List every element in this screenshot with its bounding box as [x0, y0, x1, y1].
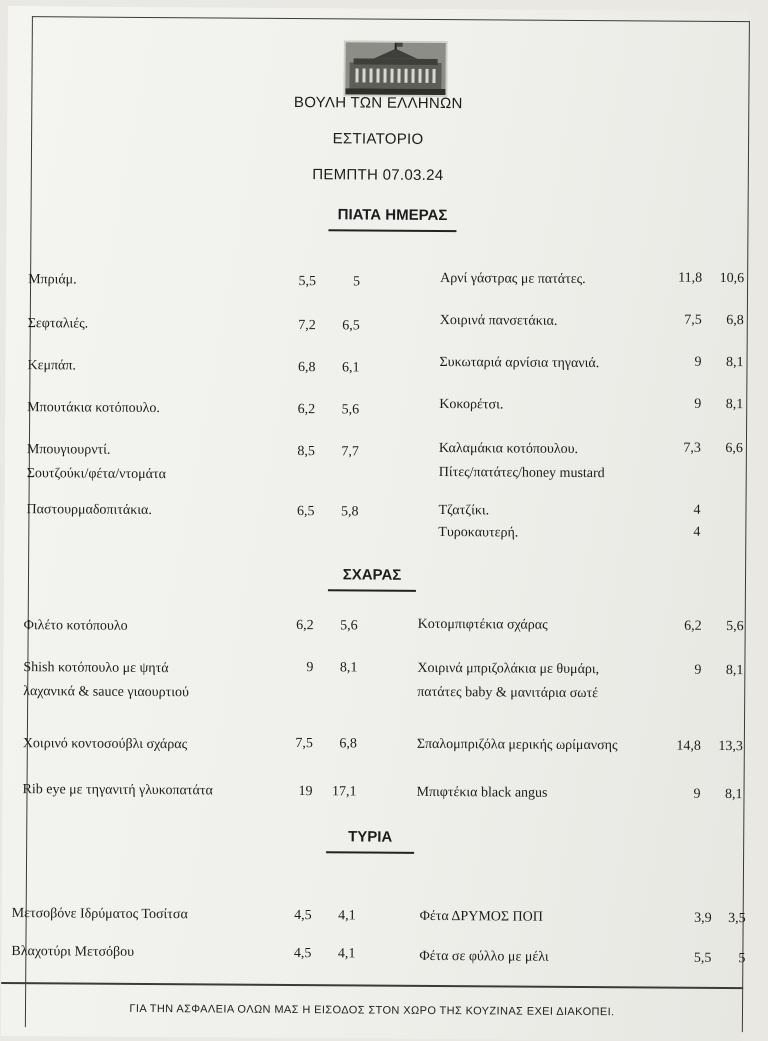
menu-item: Σεφταλιές. — [27, 316, 89, 332]
price-2: 10,6 — [719, 270, 745, 287]
venue-name: ΕΣΤΙΑΤΟΡΙΟ — [332, 130, 424, 148]
price-1: 8,5 — [297, 444, 315, 460]
item-name: Μπουγιουρντί. — [26, 442, 111, 458]
price-1: 7,5 — [295, 736, 313, 752]
price-2: 8,1 — [725, 397, 744, 413]
price-2: 8,1 — [725, 663, 744, 679]
footer-notice: ΓΙΑ ΤΗΝ ΑΣΦΑΛΕΙΑ ΟΛΩΝ ΜΑΣ Η ΕΙΣΟΔΟΣ ΣΤΟΝ ΧΩΡΟ ΤΗΣ ΚΟΥΖΙΝΑΣ ΕΧΕΙ ΔΙΑΚΟΠΕΙ. — [129, 1002, 615, 1019]
price-2: 6,1 — [341, 360, 360, 376]
price-2: 7,7 — [341, 444, 359, 460]
price-1: 5,5 — [693, 950, 712, 966]
menu-item: Συκωταριά αρνίσια τηγανιά. — [439, 355, 600, 372]
price-2: 5,8 — [340, 504, 359, 520]
price-1: 7,3 — [683, 440, 701, 456]
menu-item: Σπαλομπριζόλα μερικής ωρίμανσης — [416, 736, 618, 754]
parliament-building-icon — [343, 40, 447, 97]
price-2: 6,8 — [339, 736, 357, 752]
price-2: 8,1 — [339, 660, 358, 676]
menu-item: Μπουτάκια κοτόπουλο. — [27, 400, 160, 417]
menu-item: Φέτα ΔΡΥΜΟΣ ΠΟΠ — [419, 908, 543, 925]
price-2: 5,6 — [341, 402, 360, 418]
menu-item: Χοιρινά πανσετάκια. — [439, 313, 558, 329]
price-2: 13,3 — [718, 738, 743, 755]
section-title-grill: ΣΧΑΡΑΣ — [328, 566, 416, 591]
menu-item: Φέτα σε φύλλο με μέλι — [419, 948, 549, 965]
menu-item — [27, 442, 166, 483]
price-1: 11,8 — [678, 270, 703, 286]
price-2: 5 — [353, 274, 361, 290]
price-1: 6,2 — [297, 402, 316, 418]
menu-item: Μετσοβόνε Ιδρύματος Τοσίτσα — [11, 906, 188, 923]
price-1: 19 — [298, 784, 313, 800]
menu-sheet — [1, 6, 750, 1041]
price-2: 8,1 — [724, 787, 743, 803]
price-1: 6,2 — [684, 618, 702, 634]
price-2: 8,1 — [725, 355, 744, 371]
price-1: 4 — [693, 502, 701, 518]
menu-item: Κεμπάπ. — [27, 358, 77, 374]
price-2: 4,1 — [338, 908, 356, 924]
menu-item: Τυροκαυτερή. — [438, 525, 519, 541]
price-1: 4,5 — [294, 908, 312, 924]
item-description: Σουτζούκι/φέτα/ντομάτα — [26, 466, 166, 483]
price-1: 14,8 — [676, 738, 701, 754]
menu-item: Rib eye με τηγανιτή γλυκοπατάτα — [22, 782, 213, 799]
menu-item: Βλαχοτύρι Μετσόβου — [11, 944, 135, 960]
menu-date: ΠΕΜΠΤΗ 07.03.24 — [312, 166, 444, 185]
section-title-daily: ΠΙΑΤΑ ΗΜΕΡΑΣ — [328, 206, 456, 231]
price-2: 3,5 — [728, 911, 746, 927]
menu-item: Κοτομπιφτέκια σχάρας — [417, 616, 548, 633]
price-2: 5,6 — [340, 618, 358, 634]
price-2: 5,6 — [726, 619, 744, 635]
item-description: Πίτες/πατάτες/honey mustard — [438, 465, 605, 482]
item-name: Shish κοτόπουλο με ψητά — [23, 660, 169, 677]
menu-item: Αρνί γάστρας με πατάτες. — [440, 271, 586, 288]
price-2: 6,5 — [342, 318, 360, 334]
price-2: 17,1 — [331, 784, 357, 800]
item-description: πατάτες baby & μανιτάρια σωτέ — [417, 684, 599, 702]
price-2: 5 — [738, 951, 746, 967]
price-1: 7,5 — [684, 312, 702, 328]
item-name: Καλαμάκια κοτόπουλου. — [438, 441, 579, 457]
price-2: 6,6 — [725, 441, 743, 457]
menu-item: Κοκορέτσι. — [439, 397, 504, 413]
menu-item: Παστουρμαδοπιτάκια. — [26, 502, 152, 519]
price-1: 5,5 — [298, 274, 317, 290]
price-1: 7,2 — [298, 318, 316, 334]
menu-item — [23, 660, 189, 701]
price-2: 4,1 — [337, 946, 356, 962]
menu-item — [439, 441, 605, 482]
menu-item — [417, 661, 599, 702]
menu-item: Τζατζίκι. — [438, 503, 490, 519]
price-1: 4,5 — [293, 946, 312, 962]
menu-item: Χοιρινό κοντοσούβλι σχάρας — [22, 736, 188, 753]
price-1: 4 — [693, 524, 701, 540]
section-title-cheese: ΤΥΡΙΑ — [326, 828, 414, 853]
price-1: 9 — [693, 786, 701, 802]
menu-item: Φιλέτο κοτόπουλο — [23, 618, 128, 634]
item-name: Χοιρινά μπριζολάκια με θυμάρι, — [417, 660, 600, 678]
item-description: λαχανικά & sauce γιαουρτιού — [23, 684, 190, 701]
price-1: 9 — [694, 396, 702, 412]
menu-item: Μπιφτέκια black angus — [416, 784, 548, 801]
institution-name: ΒΟΥΛΗ ΤΩΝ ΕΛΛΗΝΩΝ — [293, 93, 463, 113]
price-1: 9 — [306, 660, 314, 676]
price-1: 6,2 — [296, 618, 314, 634]
price-1: 9 — [694, 354, 702, 370]
price-2: 6,8 — [726, 313, 744, 329]
menu-item: Μπριάμ. — [28, 272, 77, 288]
price-1: 6,8 — [297, 360, 316, 376]
price-1: 3,9 — [694, 910, 712, 926]
price-1: 6,5 — [296, 504, 315, 520]
price-1: 9 — [694, 662, 702, 678]
